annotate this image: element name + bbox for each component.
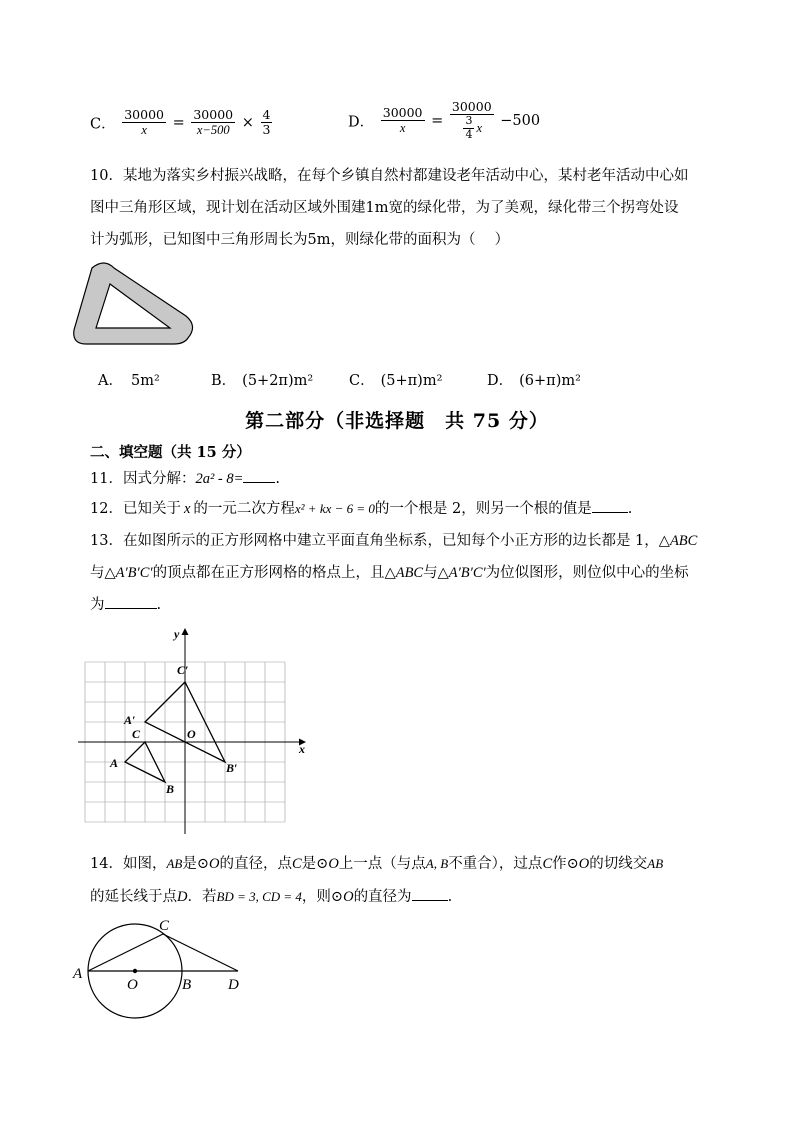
point-a-label: A — [73, 966, 83, 982]
y-axis-arrow — [182, 628, 189, 635]
point-c-label: C — [159, 918, 170, 934]
answer-blank[interactable] — [105, 596, 157, 609]
tangent-cd — [163, 934, 238, 971]
circle-symbol: ⊙ — [196, 856, 209, 872]
q9-option-c: C． $\frac{30000}{x}$ = $\frac{30000}{x-500}$ × $\frac{4}{3}$ — [90, 107, 271, 138]
point-b-label: B — [166, 782, 175, 796]
fraction: $\frac{30000}{x}$ — [382, 104, 423, 136]
q9-option-d: D． $\frac{30000}{x}$ = 30000 $\frac{3}{4}$ x −500 — [348, 99, 541, 142]
q10-line-2: 图中三角形区域，现计划在活动区域外围建1m宽的绿化带，为了美观，绿化带三个拐弯处设 — [90, 200, 679, 216]
y-axis-label: y — [174, 627, 180, 641]
q13-line-3: 为 . — [90, 597, 162, 613]
x-axis-label: x — [299, 742, 305, 756]
q10-line-1: 10．某地为落实乡村振兴战略，在每个乡镇自然村都建设老年活动中心，某村老年活动中心如 — [90, 168, 689, 184]
fraction: 30000 $\frac{3}{4}$ x — [451, 99, 492, 142]
triangle-symbol: △ — [384, 565, 396, 581]
point-a1-label: A′ — [124, 713, 136, 727]
point-d-label: D — [228, 977, 239, 993]
q14-line-2: 的延长线于点D．若BD = 3, CD = 4，则⊙O的直径为 . — [90, 889, 453, 905]
q11: 11．因式分解：2a² - 8= . — [90, 471, 281, 487]
green-belt-figure — [70, 258, 196, 352]
option-label: D． — [348, 114, 375, 131]
triangle-symbol: △ — [104, 565, 116, 581]
part2-heading: 第二部分（非选择题 共 75 分） — [245, 410, 549, 432]
circle-symbol: ⊙ — [330, 889, 344, 905]
point-a-label: A — [110, 756, 119, 770]
chord-ac — [88, 934, 163, 971]
option-b: B． (5+2π)m² — [211, 373, 314, 389]
answer-blank[interactable] — [243, 470, 275, 483]
option-a: A． 5m² — [98, 373, 160, 389]
triangle-symbol: △ — [437, 565, 449, 581]
fraction: $\frac{30000}{x-500}$ — [193, 107, 234, 138]
q10-line-3: 计为弧形，已知图中三角形周长为5m，则绿化带的面积为（ ） — [90, 232, 510, 248]
point-b-label: B — [182, 977, 192, 993]
circle-tangent-figure — [70, 916, 250, 1028]
q13-line-1: 13．在如图所示的正方形网格中建立平面直角坐标系，已知每个小正方形的边长都是 1，△ABC — [90, 533, 698, 549]
origin-label: O — [187, 727, 196, 741]
point-o-label: O — [127, 977, 138, 993]
circle-symbol: ⊙ — [316, 856, 329, 872]
option-c: C． (5+π)m² — [349, 373, 443, 389]
answer-blank[interactable] — [592, 500, 628, 513]
option-d: D． (6+π)m² — [487, 373, 581, 389]
point-b1-label: B′ — [226, 761, 238, 775]
point-c-label: C — [132, 727, 141, 741]
center-point — [133, 969, 137, 973]
coordinate-grid-figure — [70, 620, 320, 842]
point-c1-label: C′ — [177, 663, 189, 677]
q13-line-2: 与△A′B′C′的顶点都在正方形网格的格点上，且△ABC与△A′B′C′为位似图形，则位似中心的坐标 — [90, 565, 689, 581]
q12: 12．已知关于 x 的一元二次方程x² + kx − 6 = 0的一个根是 2，则另一个根的值是 . — [90, 501, 633, 517]
q10-options — [98, 369, 658, 389]
section2-heading: 二、填空题（共 15 分） — [90, 444, 251, 461]
answer-blank[interactable] — [412, 888, 448, 901]
fraction: $\frac{4}{3}$ — [262, 107, 271, 138]
option-label: C． — [90, 116, 116, 133]
fraction: $\frac{30000}{x}$ — [124, 107, 164, 138]
triangle-symbol: △ — [658, 533, 670, 549]
q14-line-1: 14．如图，AB是⊙O的直径，点C是⊙O上一点（与点A, B不重合），过点C作⊙O的切线交AB — [90, 856, 664, 872]
circle-symbol: ⊙ — [566, 856, 579, 872]
